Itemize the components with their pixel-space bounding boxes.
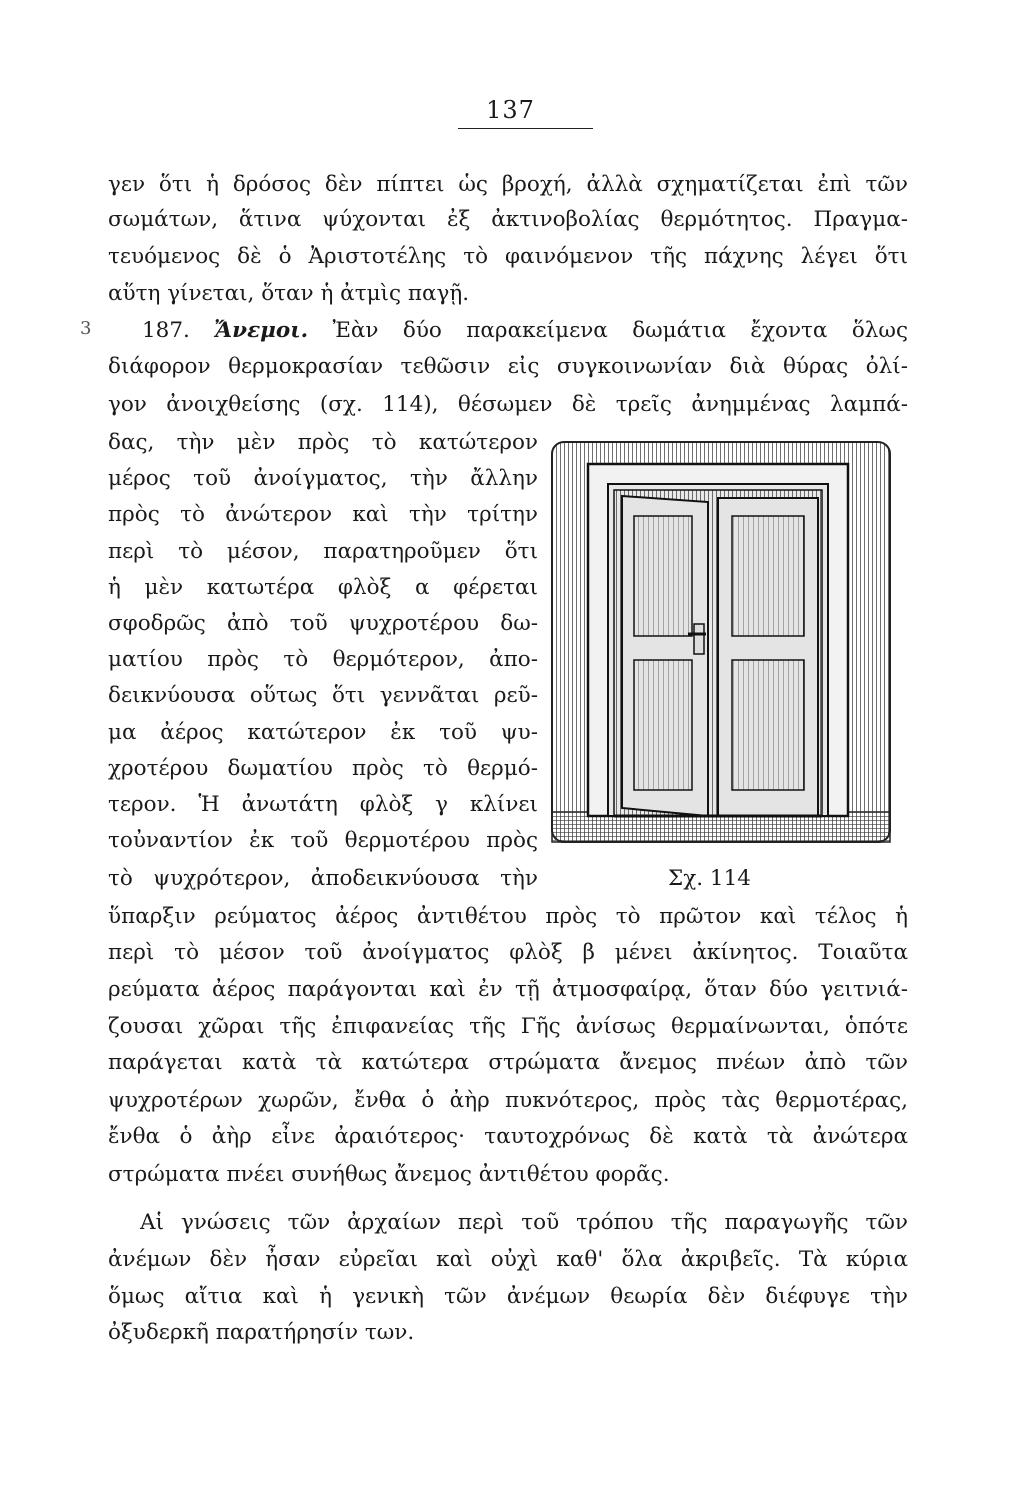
text-line: τευόμενος δὲ ὁ Ἀριστοτέλης τὸ φαινόμενον τῆς πάχνης λέγει ὅτι: [108, 244, 908, 269]
text-line: γεν ὅτι ἡ δρόσος δὲν πίπτει ὡς βροχή, ἀλλὰ σχηματίζεται ἐπὶ τῶν: [108, 172, 908, 197]
section-heading-line: [142, 316, 908, 346]
text-line: ρεύματα ἀέρος παράγονται καὶ ἐν τῇ ἀτμοσφαίρᾳ, ὅταν δύο γειτνιά-: [108, 977, 908, 1002]
text-line: τοὐναντίον ἐκ τοῦ θερμοτέρου πρὸς: [108, 828, 538, 853]
margin-mark: 3: [80, 318, 92, 339]
text-line: Αἱ γνώσεις τῶν ἀρχαίων περὶ τοῦ τρόπου τῆς παραγωγῆς τῶν: [140, 1210, 908, 1235]
text-line: χροτέρου δωματίου πρὸς τὸ θερμό-: [108, 756, 538, 781]
text-line: ὕπαρξιν ρεύματος ἀέρος ἀντιθέτου πρὸς τὸ πρῶτον καὶ τέλος ἡ: [108, 904, 908, 929]
figure-door-illustration: [548, 436, 894, 860]
text-line: ὀξυδερκῆ παρατήρησίν των.: [108, 1320, 415, 1345]
text-line: περὶ τὸ μέσον, παρατηροῦμεν ὅτι: [108, 539, 538, 564]
text-line: σφοδρῶς ἀπὸ τοῦ ψυχροτέρου δω-: [108, 611, 538, 636]
section-first-line: Ἐὰν δύο παρακείμενα δωμάτια ἔχοντα ὅλως: [332, 318, 908, 343]
text-line: διάφορον θερμοκρασίαν τεθῶσιν εἰς συγκοινωνίαν διὰ θύρας ὀλί-: [108, 354, 908, 379]
text-line: περὶ τὸ μέσον τοῦ ἀνοίγματος φλὸξ β μένει ἀκίνητος. Τοιαῦτα: [108, 940, 908, 965]
text-line: πρὸς τὸ ἀνώτερον καὶ τὴν τρίτην: [108, 502, 538, 527]
header-rule: [458, 128, 593, 129]
text-line: ἔνθα ὁ ἀὴρ εἶνε ἀραιότερος· ταυτοχρόνως δὲ κατὰ τὰ ἀνώτερα: [108, 1124, 908, 1149]
text-line: μα ἀέρος κατώτερον ἐκ τοῦ ψυ-: [108, 720, 538, 745]
section-number: 187.: [142, 318, 190, 343]
text-line: δας, τὴν μὲν πρὸς τὸ κατώτερον: [108, 430, 538, 455]
text-line: ἀνέμων δὲν ἦσαν εὐρεῖαι καὶ οὐχὶ καθ' ὅλα ἀκριβεῖς. Τὰ κύρια: [108, 1247, 908, 1272]
text-line: μέρος τοῦ ἀνοίγματος, τὴν ἄλλην: [108, 466, 538, 491]
text-line: στρώματα πνέει συνήθως ἄνεμος ἀντιθέτου φορᾶς.: [108, 1162, 670, 1187]
figure-caption: Σχ. 114: [668, 866, 751, 891]
text-line: ζουσαι χῶραι τῆς ἐπιφανείας τῆς Γῆς ἀνίσως θερμαίνωνται, ὁπότε: [108, 1014, 908, 1039]
text-line: γον ἀνοιχθείσης (σχ. 114), θέσωμεν δὲ τρεῖς ἀνημμένας λαμπά-: [108, 392, 908, 417]
text-line: ὅμως αἴτια καὶ ἡ γενικὴ τῶν ἀνέμων θεωρία δὲν διέφυγε τὴν: [108, 1284, 908, 1309]
text-line: αὕτη γίνεται, ὅταν ἡ ἀτμὶς παγῇ.: [108, 281, 470, 306]
text-line: τὸ ψυχρότερον, ἀποδεικνύουσα τὴν: [108, 866, 538, 891]
text-line: ἡ μὲν κατωτέρα φλὸξ α φέρεται: [108, 575, 538, 600]
section-title: Ἄνεμοι.: [214, 318, 309, 343]
text-line: σωμάτων, ἅτινα ψύχονται ἐξ ἀκτινοβολίας θερμότητος. Πραγμα-: [108, 207, 908, 232]
text-line: τερον. Ἡ ἀνωτάτη φλὸξ γ κλίνει: [108, 792, 538, 817]
page-number: 137: [486, 96, 535, 124]
text-line: δεικνύουσα οὕτως ὅτι γεννᾶται ρεῦ-: [108, 683, 538, 708]
text-line: ψυχροτέρων χωρῶν, ἔνθα ὁ ἀὴρ πυκνότερος, πρὸς τὰς θερμοτέρας,: [108, 1088, 908, 1113]
text-line: ματίου πρὸς τὸ θερμότερον, ἀπο-: [108, 647, 538, 672]
text-line: παράγεται κατὰ τὰ κατώτερα στρώματα ἄνεμος πνέων ἀπὸ τῶν: [108, 1050, 908, 1075]
